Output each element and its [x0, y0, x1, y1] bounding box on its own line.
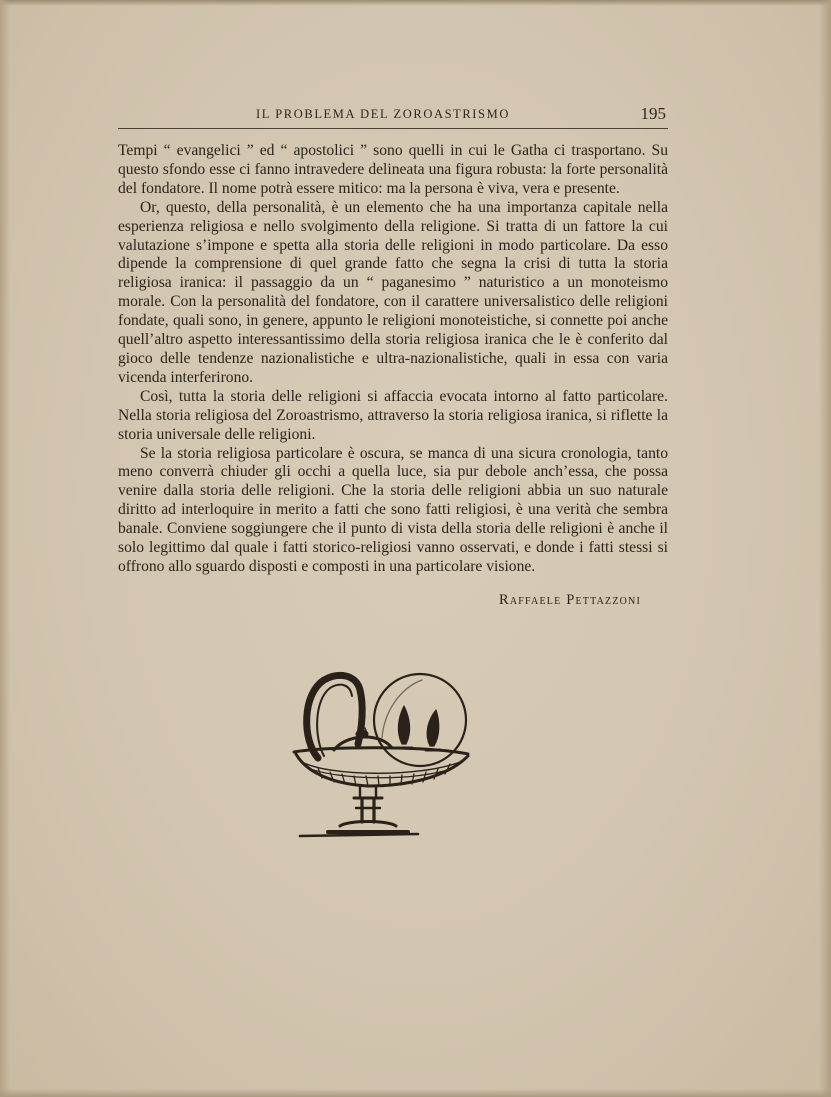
page-edge-top — [0, 0, 831, 6]
body-text — [118, 142, 668, 577]
paragraph-1: Tempi “ evangelici ” ed “ apostolici ” sono quelli in cui le Gatha ci trasportano. Su questo sfondo esse ci fanno intravedere delineata una figura robusta: la forte personalità del fondatore. Il nome potrà essere mitico: ma la persona è viva, vera e presente. — [118, 142, 668, 197]
running-head-title: IL PROBLEMA DEL ZOROASTRISMO — [256, 107, 510, 121]
header-rule — [118, 128, 668, 129]
author-signature: Raffaele Pettazzoni — [498, 592, 641, 608]
paragraph-2: Or, questo, della personalità, è un elemento che ha una importanza capitale nella esperienza religiosa e nello svolgimento della religione. Si tratta di un fattore la cui valutazione s’impone e spetta alla storia delle religioni in modo particolare. Da esso dipende la comprensione di quel grande fatto che segna la crisi di tutta la storia religiosa iranica: il passaggio da un “ paganesimo ” naturistico a un monoteismo morale. Con la personalità del fondatore, con il carattere universalistico delle religioni fondate, quali sono, in genere, appunto le religioni monoteistiche, si connette poi anche quell’altro aspetto interessantissimo della storia religiosa iranica che le è conferito dal gioco delle tendenze nazionalistiche e ultra-nazionalistiche, quali in essa con varia vicenda interferirono. — [118, 198, 668, 386]
page-edge-left — [0, 0, 10, 1097]
paragraph-3: Così, tutta la storia delle religioni si affaccia evocata intorno al fatto particolare. Nella storia religiosa del Zoroastrismo, attraverso la storia religiosa iranica, si riflette la storia universale delle religioni. — [118, 387, 668, 443]
page-number: 195 — [640, 104, 666, 123]
paragraph-4: Se la storia religiosa particolare è oscura, se manca di una sicura cronologia, tanto meno converrà chiuder gli occhi a quella luce, sia pur debole anch’essa, che possa venire dalla storia delle religioni. Che la storia delle religioni abbia un suo naturale diritto ad interloquire in merito a fatti che sono fatti religiosi, è una verità che sembra banale. Conviene soggiungere che il punto di vista della storia delle religioni è anche il solo legittimo dal quale i fatti storico-religiosi vanno osservati, e donde i fatti stessi si offrono allo sguardo disposti e composti in una particolare visione. — [118, 444, 668, 575]
oil-lamp-icon — [288, 668, 478, 844]
page-edge-bottom — [0, 1089, 831, 1097]
page-edge-right — [819, 0, 831, 1097]
running-head — [118, 104, 668, 126]
